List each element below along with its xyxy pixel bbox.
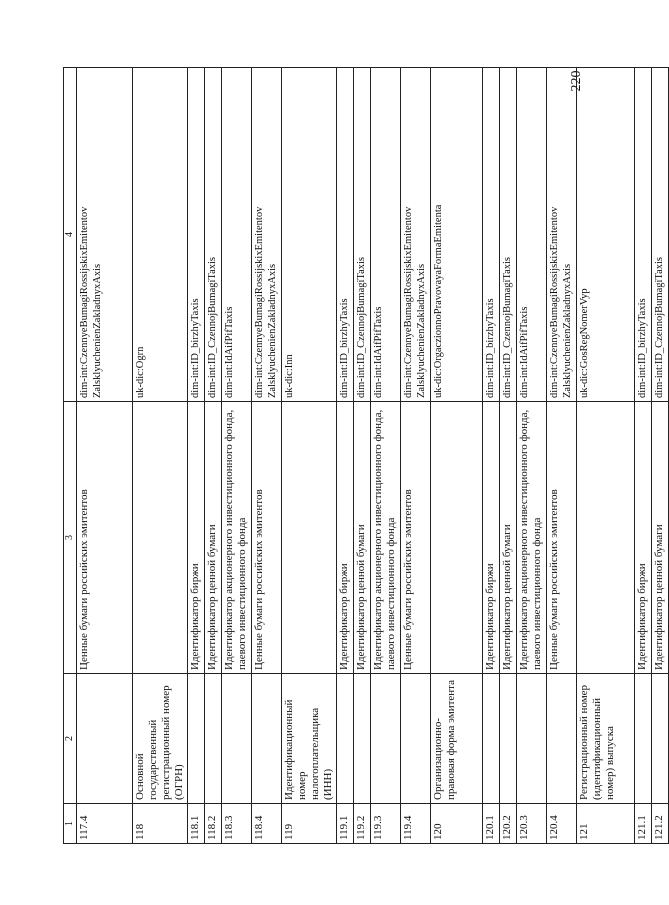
- row-element-cell: Ценные бумаги российских эмитентов: [401, 402, 431, 674]
- table-row: [205, 68, 222, 844]
- row-code-cell: uk-dic:Ogrn: [133, 68, 188, 402]
- table-row: [188, 68, 205, 844]
- row-number-cell: 120.3: [517, 804, 547, 844]
- row-element-cell: Идентификатор акционерного инвестиционного фонда, паевого инвестиционного фонда: [517, 402, 547, 674]
- row-code-cell: dim-int:CzennyeBumagiRossijskixEmitentov ZalsklyuchenienZakladnyxAxis: [77, 68, 133, 402]
- row-number-cell: 120.2: [500, 804, 517, 844]
- row-code-cell: dim-int:CzennyeBumagiRossijskixEmitentov ZalsklyuchenienZakladnyxAxis: [401, 68, 431, 402]
- table-body: [77, 68, 669, 844]
- row-element-cell: Ценные бумаги российских эмитентов: [547, 402, 577, 674]
- row-element-cell: Идентификатор акционерного инвестиционного фонда, паевого инвестиционного фонда: [371, 402, 401, 674]
- row-element-cell: Идентификатор биржи: [337, 402, 354, 674]
- table-row: [371, 68, 401, 844]
- row-name-cell: [401, 674, 431, 804]
- row-name-cell: Регистрационный номер (идентификационный номер) выпуска: [577, 674, 635, 804]
- table-header-row: [64, 68, 77, 844]
- column-header-code: 4: [64, 68, 77, 402]
- row-number-cell: 121.1: [635, 804, 652, 844]
- row-code-cell: uk-dic:OrgaczionnoPravovayaFormaEmitenta: [431, 68, 483, 402]
- row-code-cell: dim-int:ID_birzhyTaxis: [337, 68, 354, 402]
- row-number-cell: 121.2: [652, 804, 669, 844]
- row-name-cell: Основной государственный регистрационный номер (ОГРН): [133, 674, 188, 804]
- row-element-cell: [133, 402, 188, 674]
- row-code-cell: dim-int:ID_CzennojBumagiTaxis: [205, 68, 222, 402]
- row-name-cell: [205, 674, 222, 804]
- row-element-cell: Ценные бумаги российских эмитентов: [77, 402, 133, 674]
- row-element-cell: Идентификатор биржи: [188, 402, 205, 674]
- row-code-cell: dim-int:ID_birzhyTaxis: [483, 68, 500, 402]
- row-element-cell: Идентификатор биржи: [483, 402, 500, 674]
- row-code-cell: dim-int:ID_birzhyTaxis: [635, 68, 652, 402]
- row-element-cell: Идентификатор ценной бумаги: [652, 402, 669, 674]
- row-number-cell: 119.1: [337, 804, 354, 844]
- row-code-cell: dim-int:IdAifPifTaxis: [222, 68, 252, 402]
- row-number-cell: 119.2: [354, 804, 371, 844]
- table-row: [401, 68, 431, 844]
- row-element-cell: Идентификатор акционерного инвестиционного фонда, паевого инвестиционного фонда: [222, 402, 252, 674]
- row-element-cell: [577, 402, 635, 674]
- row-name-cell: [337, 674, 354, 804]
- row-name-cell: [652, 674, 669, 804]
- row-name-cell: [252, 674, 282, 804]
- row-code-cell: dim-int:ID_CzennojBumagiTaxis: [354, 68, 371, 402]
- table-row: [517, 68, 547, 844]
- row-name-cell: [635, 674, 652, 804]
- row-name-cell: [517, 674, 547, 804]
- row-element-cell: Ценные бумаги российских эмитентов: [252, 402, 282, 674]
- row-number-cell: 118.4: [252, 804, 282, 844]
- row-name-cell: [354, 674, 371, 804]
- row-number-cell: 119.3: [371, 804, 401, 844]
- row-name-cell: [500, 674, 517, 804]
- row-code-cell: dim-int:ID_birzhyTaxis: [188, 68, 205, 402]
- table-row: [354, 68, 371, 844]
- table-row: [483, 68, 500, 844]
- column-header-name: 2: [64, 674, 77, 804]
- table-row: [547, 68, 577, 844]
- row-name-cell: [371, 674, 401, 804]
- row-number-cell: 120.1: [483, 804, 500, 844]
- row-element-cell: Идентификатор ценной бумаги: [205, 402, 222, 674]
- row-element-cell: [282, 402, 337, 674]
- row-number-cell: 119: [282, 804, 337, 844]
- table-row: [77, 68, 133, 844]
- row-name-cell: Идентификационный номер налогоплательщика (ИНН): [282, 674, 337, 804]
- row-element-cell: Идентификатор ценной бумаги: [354, 402, 371, 674]
- row-name-cell: [483, 674, 500, 804]
- row-code-cell: dim-int:IdAifPifTaxis: [371, 68, 401, 402]
- table-row: [431, 68, 483, 844]
- column-header-element: 3: [64, 402, 77, 674]
- row-code-cell: dim-int:IdAifPifTaxis: [517, 68, 547, 402]
- row-code-cell: uk-dic:GosRegNomerVyp: [577, 68, 635, 402]
- table-row: [635, 68, 652, 844]
- table-row: [252, 68, 282, 844]
- row-number-cell: 120: [431, 804, 483, 844]
- row-number-cell: 118.3: [222, 804, 252, 844]
- row-element-cell: Идентификатор ценной бумаги: [500, 402, 517, 674]
- table-row: [337, 68, 354, 844]
- row-number-cell: 118.1: [188, 804, 205, 844]
- row-number-cell: 120.4: [547, 804, 577, 844]
- table-row: [652, 68, 669, 844]
- page-number: 220: [569, 70, 584, 92]
- table-row: [577, 68, 635, 844]
- data-table: [63, 67, 669, 844]
- table-row: [133, 68, 188, 844]
- table-row: [282, 68, 337, 844]
- row-number-cell: 117.4: [77, 804, 133, 844]
- row-number-cell: 118: [133, 804, 188, 844]
- row-name-cell: [547, 674, 577, 804]
- row-name-cell: [188, 674, 205, 804]
- table-row: [222, 68, 252, 844]
- row-code-cell: dim-int:ID_CzennojBumagiTaxis: [652, 68, 669, 402]
- row-name-cell: Организационно-правовая форма эмитента: [431, 674, 483, 804]
- row-name-cell: [222, 674, 252, 804]
- row-number-cell: 121: [577, 804, 635, 844]
- row-name-cell: [77, 674, 133, 804]
- row-element-cell: Идентификатор биржи: [635, 402, 652, 674]
- row-code-cell: dim-int:ID_CzennojBumagiTaxis: [500, 68, 517, 402]
- table-row: [500, 68, 517, 844]
- row-number-cell: 118.2: [205, 804, 222, 844]
- row-code-cell: dim-int:CzennyeBumagiRossijskixEmitentov ZalsklyuchenienZakladnyxAxis: [252, 68, 282, 402]
- row-element-cell: [431, 402, 483, 674]
- column-header-number: 1: [64, 804, 77, 844]
- row-code-cell: dim-int:CzennyeBumagiRossijskixEmitentov ZalsklyuchenienZakladnyxAxis: [547, 68, 577, 402]
- row-code-cell: uk-dic:Inn: [282, 68, 337, 402]
- row-number-cell: 119.4: [401, 804, 431, 844]
